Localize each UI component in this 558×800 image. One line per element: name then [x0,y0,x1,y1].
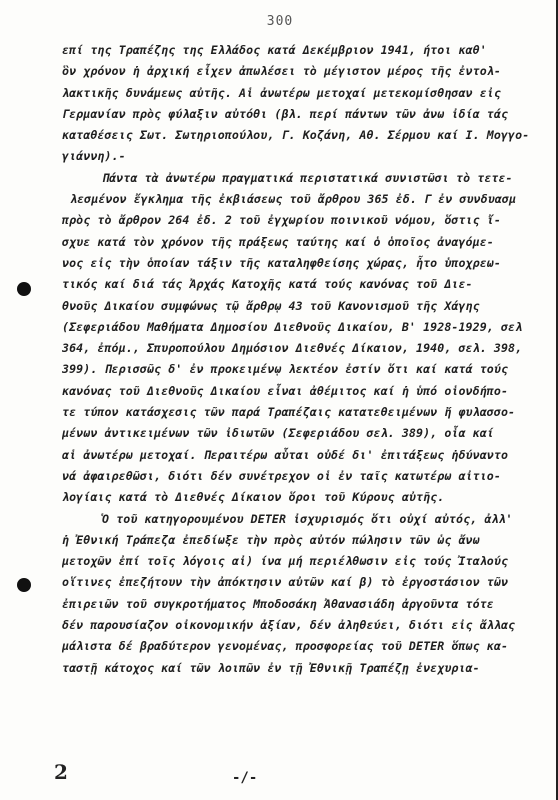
text-line: σχυε κατά τὸν χρόνον τῆς πράξεως ταύτης καί ὁ ὁποῖος ἀναγόμε- [62,234,494,249]
text-line: κανόνας τοῦ Διεθνοῦς Δικαίου εἶναι ἀθέμιτος καί ἡ ὑπό οἱονδήπο- [62,383,509,398]
text-line: λακτικῆς δυνάμεως αὐτῆς. Αἱ ἀνωτέρω μετοχαί μετεκομίσθησαν εἰς [62,85,501,100]
text-line: Πάντα τὰ ἀνωτέρω πραγματικά περιστατικά συνιστῶσι τὸ τετε- [102,170,513,185]
page-number: 300 [266,14,294,29]
text-line: Ὁ τοῦ κατηγορουμένου DETER ἰσχυρισμός ὅτι οὐχί αὐτός, ἀλλ' [102,511,513,526]
text-line: μένων ἀντικειμένων τῶν ἰδιωτῶν (Σεφεριάδου σελ. 389), οἷα καί [62,426,494,441]
text-line: μάλιστα δέ βραδύτερον γενομένας, προσφορείας τοῦ DETER ὅπως κα- [62,639,509,654]
text-line: Γερμανίαν πρὸς φύλαξιν αὐτόθι (βλ. περί πάντων τῶν ἀνω ἰδία τάς [62,106,509,121]
typed-text-body [62,40,552,679]
text-line: πρὸς τὸ ἄρθρον 264 ἐδ. 2 τοῦ ἐγχωρίου ποινικοῦ νόμου, ὅστις ἴ- [62,213,501,228]
punch-hole-top [17,282,31,296]
text-line: αἱ ἀνωτέρω μετοχαί. Περαιτέρω αὗται οὐδέ δι' ἐπιτάξεως ἠδύναντο [62,447,509,462]
end-of-page-mark: -/- [232,770,258,786]
text-line: λογίαις κατά τὸ Διεθνές Δίκαιον ὅροι τοῦ Κύρους αὐτῆς. [62,490,445,505]
text-line: ἡ Ἐθνική Τράπεζα ἐπεδίωξε τὴν πρὸς αὐτόν πώλησιν τῶν ὡς ἄνω [62,532,480,547]
text-line: ταστῇ κάτοχος καί τῶν λοιπῶν ἐν τῇ Ἐθνικῇ Τραπέζῃ ἐνεχυρια- [62,660,480,675]
text-line: καταθέσεις Σωτ. Σωτηριοπούλου, Γ. Κοζάνη, Αθ. Σέρμου καί Ι. Μογγο- [62,128,530,143]
text-line: τε τύπον κατάσχεσις τῶν παρά Τραπέζαις κατατεθειμένων ἤ φυλασσο- [62,405,516,420]
text-line: μετοχῶν ἐπί τοῖς λόγοις αἰ) ίνα μή περιέλθωσιν εἰς τούς Ἰταλούς [62,554,509,569]
text-line: 399). Περισσῶς δ' ἐν προκειμένῳ λεκτέον ἐστίν ὅτι καί κατά τούς [62,362,509,377]
text-line: επί της Τραπέζης της Ελλάδος κατά Δεκέμβριον 1941, ήτοι καθ' [62,43,487,57]
text-line: ὃν χρόνον ἡ ἀρχική εἶχεν ἀπωλέσει τὸ μέγιστον μέρος τῆς ἐντολ- [62,64,501,79]
text-line: 364, ἐπόμ., Σπυροπούλου Δημόσιον Διεθνές Δίκαιον, 1940, σελ. 398, [62,341,523,356]
text-line: γιάννη).- [62,149,126,164]
text-line: νος εἰς τὴν ὁποίαν τάξιν τῆς καταληφθείσης χώρας, ἦτο ὑποχρεω- [62,255,501,270]
text-line: οἵτινες ἐπεζήτουν τὴν ἀπόκτησιν αὐτῶν καί β) τὸ ἐργοστάσιον τῶν [62,575,509,590]
text-line: θνοῦς Δικαίου συμφώνως τῷ ἄρθρῳ 43 τοῦ Κανονισμοῦ τῆς Χάγης [62,298,480,313]
text-line: τικός καί διά τάς Ἀρχάς Κατοχῆς κατά τούς κανόνας τοῦ Διε- [62,277,473,292]
handwritten-margin-mark: 2 [54,760,68,784]
punch-hole-bottom [17,578,31,592]
text-line: ἐπιρειῶν τοῦ συγκροτήματος Μποδοσάκη Ἀθανασιάδη ἀργοῦντα τότε [62,596,494,611]
text-line: νά ἀφαιρεθῶσι, διότι δέν συνέτρεχον οἱ ἐν ταῖς κατωτέρω αἰτιο- [62,468,501,483]
text-line: (Σεφεριάδου Μαθήματα Δημοσίου Διεθνοῦς Δικαίου, Β' 1928-1929, σελ [62,319,523,334]
text-line: λεσμένον ἔγκλημα τῆς ἐκβιάσεως τοῦ ἄρθρου 365 ἐδ. Γ ἐν συνδυασμ [70,192,517,207]
text-line: δέν παρουσίαζον οἰκονομικήν ἀξίαν, δέν ἀληθεύει, διότι εἰς ἄλλας [62,618,516,633]
